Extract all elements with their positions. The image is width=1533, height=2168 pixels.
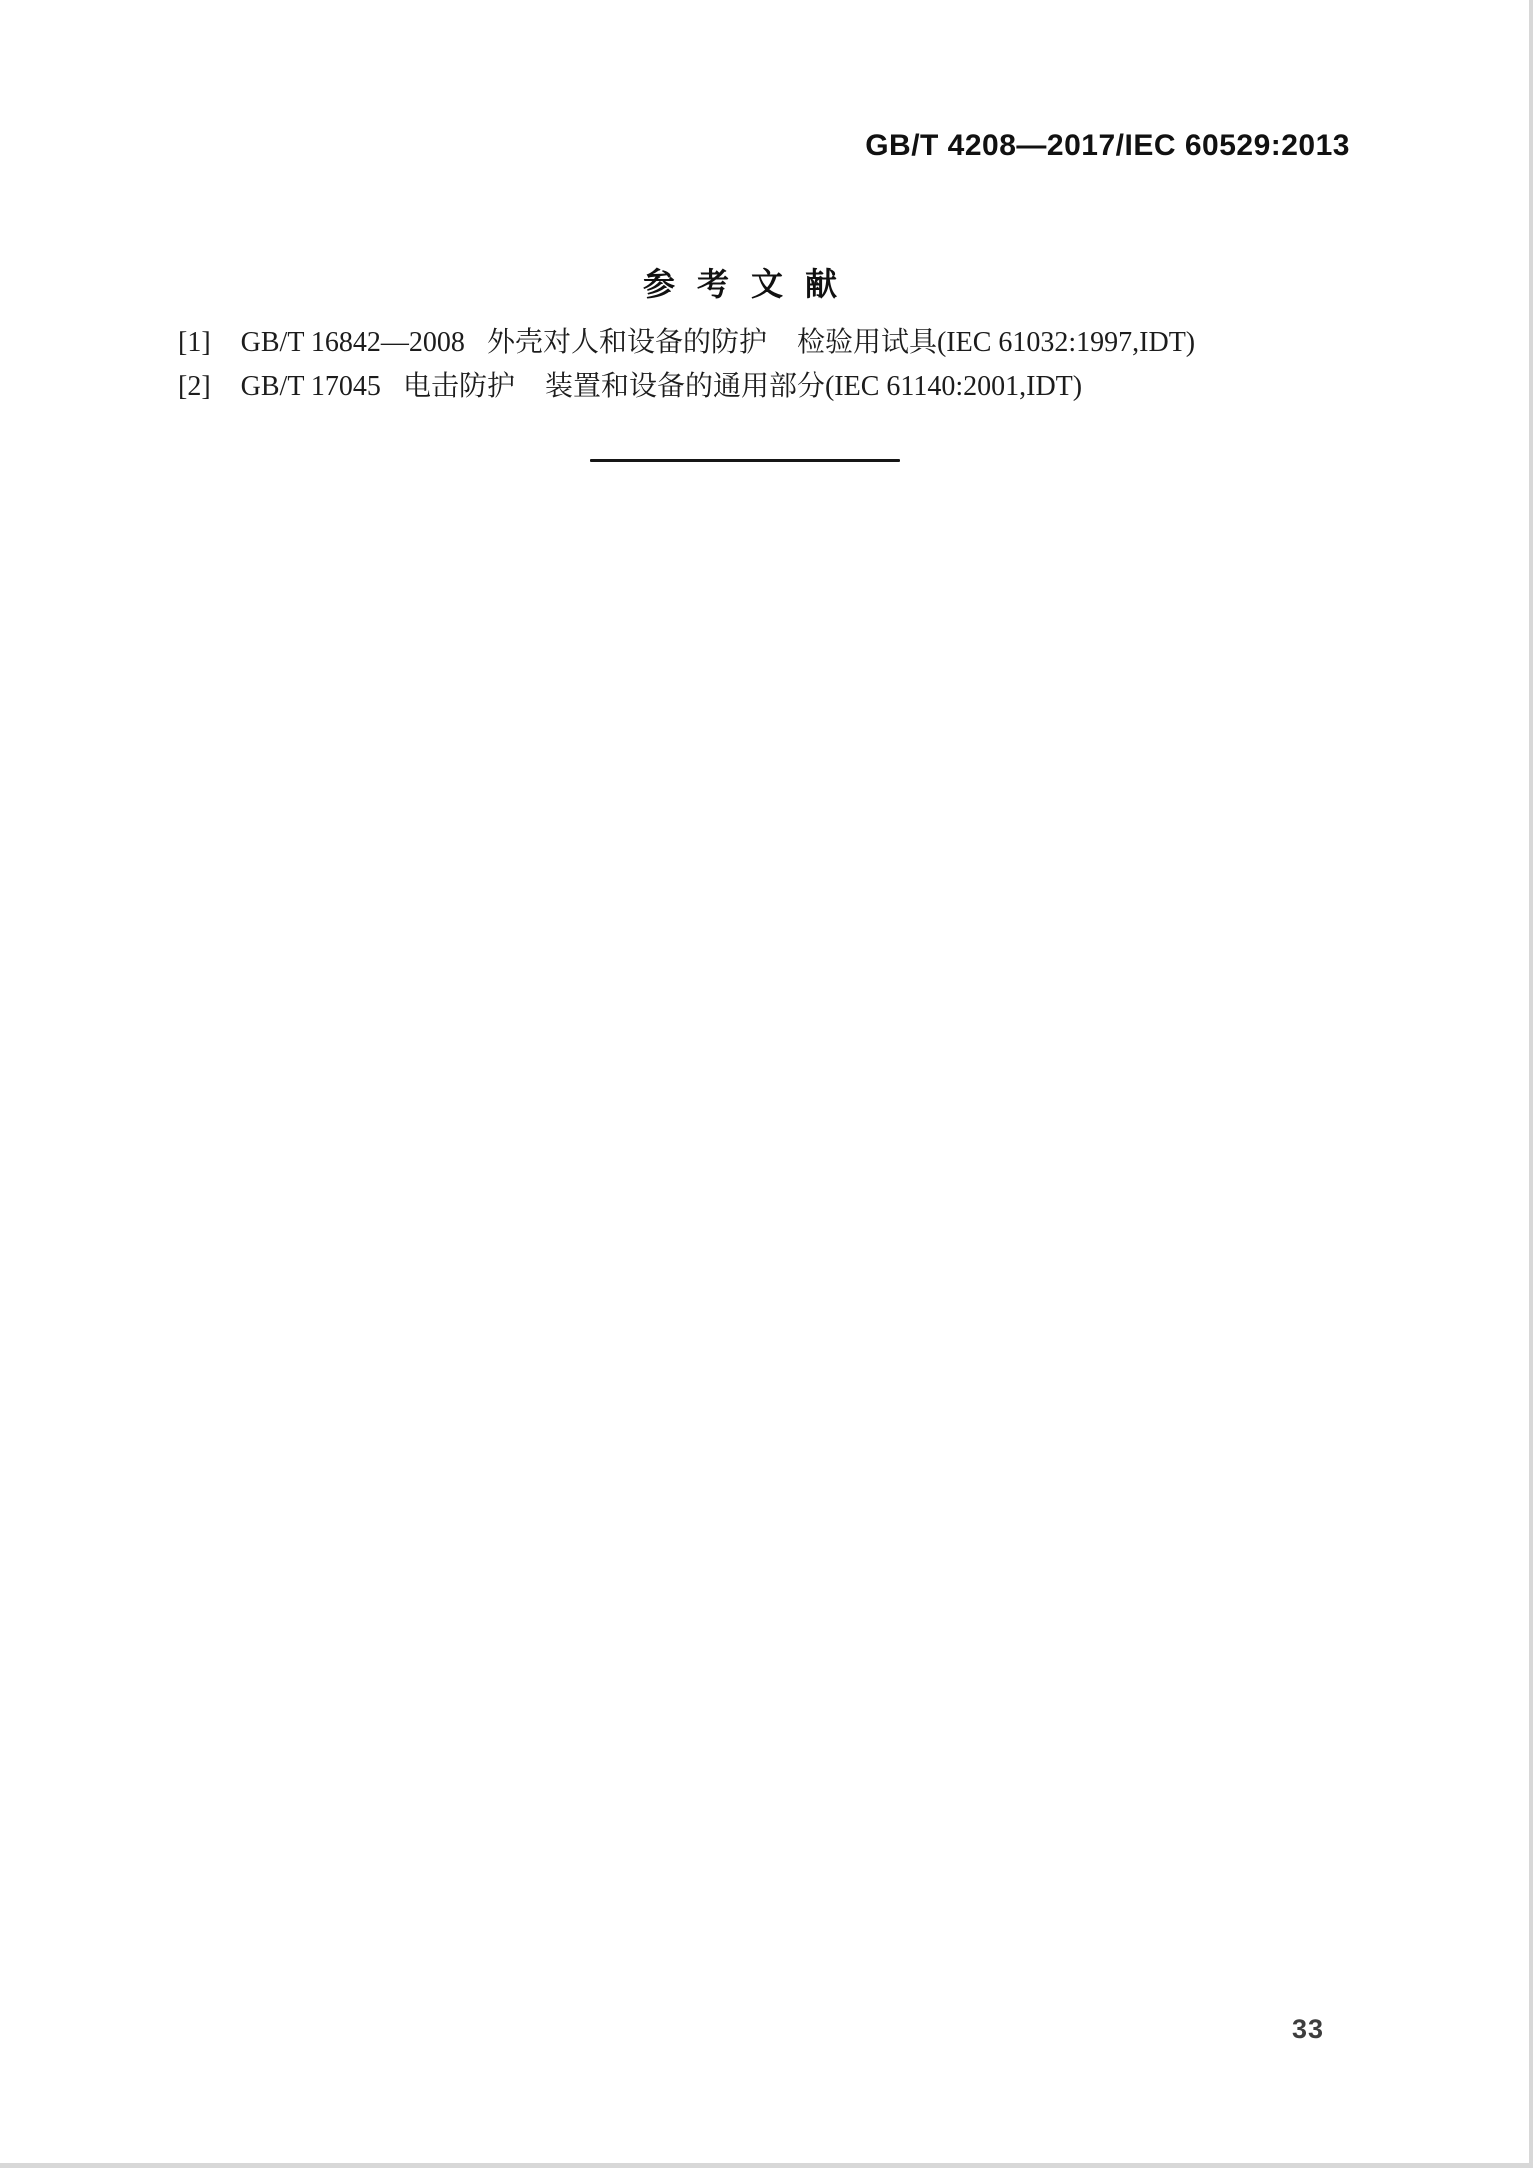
reference-title: 电击防护: [402, 371, 515, 402]
reference-standard-code: GB/T 17045: [240, 371, 381, 402]
reference-subtitle: 检验用试具(IEC 61032:1997,IDT): [796, 327, 1196, 358]
reference-index: [1]: [178, 327, 211, 358]
reference-item: [178, 371, 1195, 403]
reference-title: 外壳对人和设备的防护: [486, 327, 767, 358]
page-number: 33: [1292, 2014, 1325, 2044]
end-of-document-rule: [590, 459, 900, 462]
reference-list: [178, 327, 1195, 415]
reference-item: [178, 327, 1195, 359]
reference-index: [2]: [178, 371, 211, 402]
reference-subtitle: 装置和设备的通用部分(IEC 61140:2001,IDT): [544, 371, 1083, 402]
standard-number-header: GB/T 4208—2017/IEC 60529:2013: [865, 129, 1350, 162]
section-title: 参考文献: [643, 266, 860, 302]
reference-standard-code: GB/T 16842—2008: [240, 327, 465, 358]
scan-edge-bottom: [0, 2163, 1533, 2168]
scan-edge-right: [1529, 0, 1533, 2168]
